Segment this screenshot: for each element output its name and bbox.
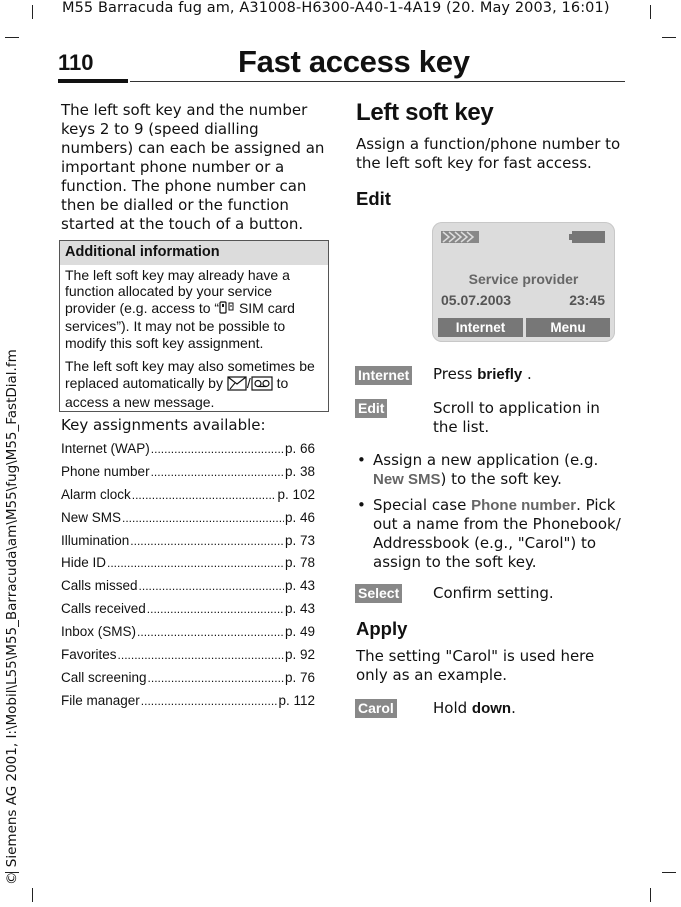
key-select[interactable]: Select [355, 584, 402, 603]
info-paragraph-1 [60, 265, 328, 354]
step-text: . [522, 365, 532, 383]
crop-mark [650, 888, 651, 902]
toc-leader [151, 465, 284, 479]
toc-leader [151, 442, 284, 456]
toc-row[interactable] [61, 578, 315, 601]
display-time: 23:45 [569, 292, 605, 308]
step-text: . [511, 699, 516, 717]
toc-label: Calls received [61, 601, 146, 617]
step-edit-desc: Scroll to application in the list. [433, 399, 600, 436]
key-internet[interactable]: Internet [355, 366, 412, 385]
toc-leader [122, 511, 284, 525]
softkey-menu[interactable]: Menu [526, 318, 610, 337]
step-emphasis: down [471, 700, 512, 717]
info-text: SIM card services”). It may not be possible to modify this soft key assignment. [65, 299, 295, 351]
apply-description: The setting "Carol" is used here only as an example. [356, 647, 595, 684]
info-text: The left soft key may already have a function allocated by your service provider (e.g. access to “ [65, 266, 290, 316]
toc-row[interactable] [61, 601, 315, 624]
toc-leader [148, 671, 284, 685]
header-rule [130, 81, 625, 82]
toc-list [61, 441, 315, 716]
toc-label: File manager [61, 692, 140, 708]
info-text: The left soft key may also sometimes be replaced automatically by [65, 358, 315, 391]
toc-page: p. 73 [284, 532, 315, 548]
bullet-term: New SMS [373, 471, 441, 488]
bullet-text: Assign a new application (e.g. [373, 451, 599, 469]
toc-label: Hide ID [61, 555, 107, 571]
toc-page: p. 66 [284, 441, 315, 456]
crop-mark [32, 5, 33, 19]
new-sms-icon [227, 376, 247, 395]
toc-row[interactable] [61, 533, 315, 556]
bullet-item [356, 496, 624, 572]
toc-page: p. 43 [284, 601, 315, 617]
toc-row[interactable] [61, 555, 315, 578]
crop-mark [5, 37, 19, 38]
toc-label: Alarm clock [61, 486, 131, 502]
service-provider: Service provider [468, 271, 579, 287]
toc-row[interactable] [61, 693, 315, 716]
toc-label: Calls missed [61, 578, 138, 594]
toc-label: Phone number [61, 463, 150, 479]
toc-page: p. 38 [284, 463, 315, 479]
header-rule-thick [58, 79, 128, 83]
crop-mark [650, 5, 651, 19]
bullet-term: Phone number [471, 497, 577, 514]
key-carol[interactable]: Carol [355, 699, 397, 718]
sim-services-icon [219, 301, 235, 319]
display-date: 05.07.2003 [441, 292, 512, 308]
crop-mark [662, 872, 676, 873]
bullet-item [356, 451, 624, 489]
toc-row[interactable] [61, 670, 315, 693]
toc-leader [132, 488, 277, 502]
toc-row[interactable] [61, 464, 315, 487]
toc-leader [141, 694, 278, 708]
crop-mark [662, 37, 676, 38]
info-text: to access a new message. [65, 374, 289, 410]
crop-mark [32, 888, 33, 902]
signal-strength-icon [441, 230, 479, 249]
info-separator: / [246, 374, 251, 391]
toc-label: New SMS [61, 509, 122, 525]
toc-label: Call screening [61, 669, 147, 685]
page-title: Fast access key [238, 44, 470, 79]
info-box-title: Additional information [60, 241, 328, 265]
page-number: 110 [58, 50, 94, 75]
apply-heading: Apply [356, 618, 408, 639]
side-copyright: © Siemens AG 2001, I:\Mobil\L55\M55_Barracuda\am\M55\fug\M55_FastDial.fm [4, 349, 20, 885]
new-voicemail-icon [251, 376, 273, 395]
toc-page: p. 46 [284, 509, 315, 525]
section-heading: Left soft key [356, 99, 494, 126]
step-carol-desc [433, 699, 623, 718]
header-meta: M55 Barracuda fug am, A31008-H6300-A40-1-4A19 (20. May 2003, 16:01) [62, 0, 610, 16]
toc-row[interactable] [61, 487, 315, 510]
step-internet-desc [433, 365, 623, 384]
toc-leader [137, 625, 284, 639]
toc-page: p. 78 [284, 555, 315, 571]
intro-text: The left soft key and the number keys 2 to 9 (speed dialling numbers) can each be assigned an important phone number or a function. The phone number can then be dialled or the function started at the touch of a button. [61, 101, 325, 233]
step-emphasis: briefly [477, 366, 523, 383]
step-text: Hold [433, 699, 472, 717]
bullet-text: ) to the soft key. [440, 470, 562, 488]
toc-row[interactable] [61, 647, 315, 670]
toc-leader [107, 556, 284, 570]
softkey-internet[interactable]: Internet [438, 318, 523, 337]
step-select-desc: Confirm setting. [433, 584, 554, 602]
assignments-title: Key assignments available: [61, 416, 266, 434]
toc-page: p. 43 [284, 578, 315, 594]
toc-page: p. 92 [284, 647, 315, 663]
toc-label: Inbox (SMS) [61, 624, 137, 640]
toc-leader [139, 579, 284, 593]
toc-leader [118, 648, 284, 662]
toc-label: Favorites [61, 647, 117, 663]
toc-row[interactable] [61, 441, 315, 464]
phone-display [432, 222, 615, 342]
edit-heading: Edit [356, 188, 391, 209]
battery-icon [569, 230, 605, 249]
bullet-list [356, 451, 624, 579]
key-edit[interactable]: Edit [355, 399, 387, 418]
section-description: Assign a function/phone number to the left soft key for fast access. [356, 135, 621, 172]
toc-page: p. 49 [284, 624, 315, 640]
toc-row[interactable] [61, 510, 315, 533]
toc-label: Illumination [61, 532, 130, 548]
bullet-text: Special case [373, 496, 472, 514]
toc-label: Internet (WAP) [61, 441, 150, 456]
toc-row[interactable] [61, 624, 315, 647]
step-text: Press [433, 365, 478, 383]
bullet-text: . Pick out a name from the Phonebook/ Addressbook (e.g., "Carol") to assign to the soft key. [373, 496, 621, 571]
toc-page: p. 112 [278, 692, 315, 708]
info-box [59, 240, 329, 412]
toc-leader [147, 602, 284, 616]
toc-leader [130, 534, 284, 548]
toc-page: p. 102 [277, 486, 315, 502]
info-paragraph-2 [60, 353, 328, 413]
toc-page: p. 76 [284, 669, 315, 685]
